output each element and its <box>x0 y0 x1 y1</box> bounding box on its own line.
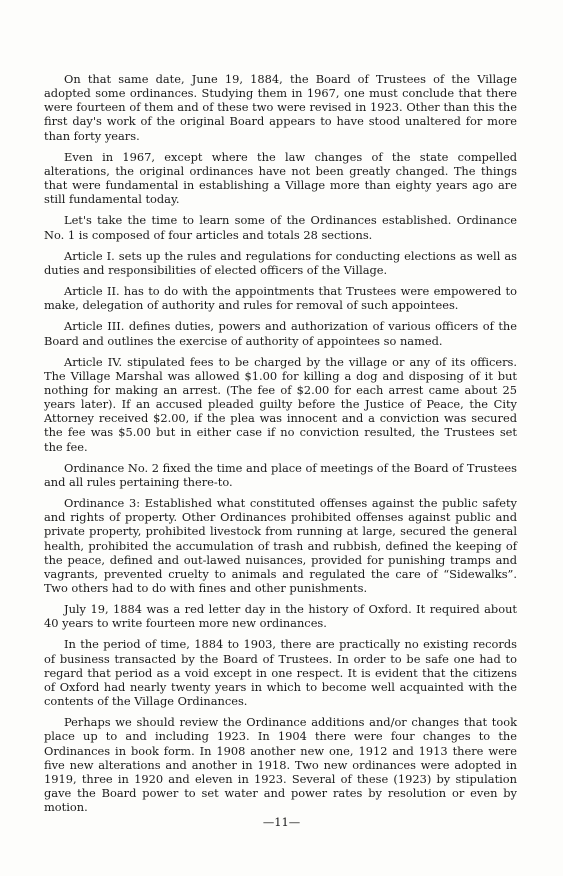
paragraph-article-3: Article III. defines duties, powers and authorization of various officers of the Board and outlines the exercise of authority of appointees so named. <box>44 319 517 348</box>
paragraph-july-19-1884: July 19, 1884 was a red letter day in the history of Oxford. It required about 40 years to write fourteen more new ordinances. <box>44 602 517 631</box>
paragraph-ordinance-3: Ordinance 3: Established what constituted offenses against the public safety and rights of property. Other Ordinances prohibited offenses against public and private property, prohibited livestock from running at large, secured the general health, prohibited the accumulation of trash and rubbish, defined the keeping of the peace, defined and out-lawed nuisances, provided for punishing tramps and vagrants, prevented cruelty to animals and regulated the care of “Sidewalks”. Two others had to do with fines and other punishments. <box>44 496 517 595</box>
paragraph-ordinance-no-1: Let's take the time to learn some of the Ordinances established. Ordinance No. 1 is composed of four articles and totals 28 sections. <box>44 213 517 242</box>
paragraph-even-in-1967: Even in 1967, except where the law changes of the state compelled alterations, the original ordinances have not been greatly changed. The things that were fundamental in establishing a Village more than eighty years ago are still fundamental today. <box>44 149 517 207</box>
paragraph-article-2: Article II. has to do with the appointments that Trustees were empowered to make, delegation of authority and rules for removal of such appointees. <box>44 284 517 313</box>
paragraph-review-additions: Perhaps we should review the Ordinance additions and/or changes that took place up to and including 1923. In 1904 there were four changes to the Ordinances in book form. In 1908 another new one, 1912 and 1913 there were five new alterations and another in 1918. Two new ordinances were adopted in 1919, three in 1920 and eleven in 1923. Several of these (1923) by stipulation gave the Board power to set water and power rates by resolution or even by motion. <box>44 715 517 815</box>
body-text <box>44 72 517 821</box>
paragraph-ordinances-adopted: On that same date, June 19, 1884, the Board of Trustees of the Village adopted some ordinances. Studying them in 1967, one must conclude that there were fourteen of them and of these two were revised in 1923. Other than this the first day's work of the original Board appears to have stood unaltered for more than forty years. <box>44 72 517 143</box>
page-number: —11— <box>262 815 301 829</box>
paragraph-ordinance-no-2: Ordinance No. 2 fixed the time and place of meetings of the Board of Trustees and all rules pertaining there-to. <box>44 460 517 489</box>
paragraph-period-1884-1903: In the period of time, 1884 to 1903, there are practically no existing records of business transacted by the Board of Trustees. In order to be safe one had to regard that period as a void except in one respect. It is evident that the citizens of Oxford had nearly twenty years in which to become well acquainted with the contents of the Village Ordinances. <box>44 637 517 709</box>
paragraph-article-1: Article I. sets up the rules and regulations for conducting elections as well as duties and responsibilities of elected officers of the Village. <box>44 248 517 277</box>
paragraph-article-4: Article IV. stipulated fees to be charged by the village or any of its officers. The Village Marshal was allowed $1.00 for killing a dog and disposing of it but nothing for making an arrest. (The fee of $2.00 for each arrest came about 25 years later). If an accused pleaded guilty before the Justice of Peace, the City Attorney received $2.00, if the plea was innocent and a conviction was secured the fee was $5.00 but in either case if no conviction resulted, the Trustees set the fee. <box>44 354 517 454</box>
